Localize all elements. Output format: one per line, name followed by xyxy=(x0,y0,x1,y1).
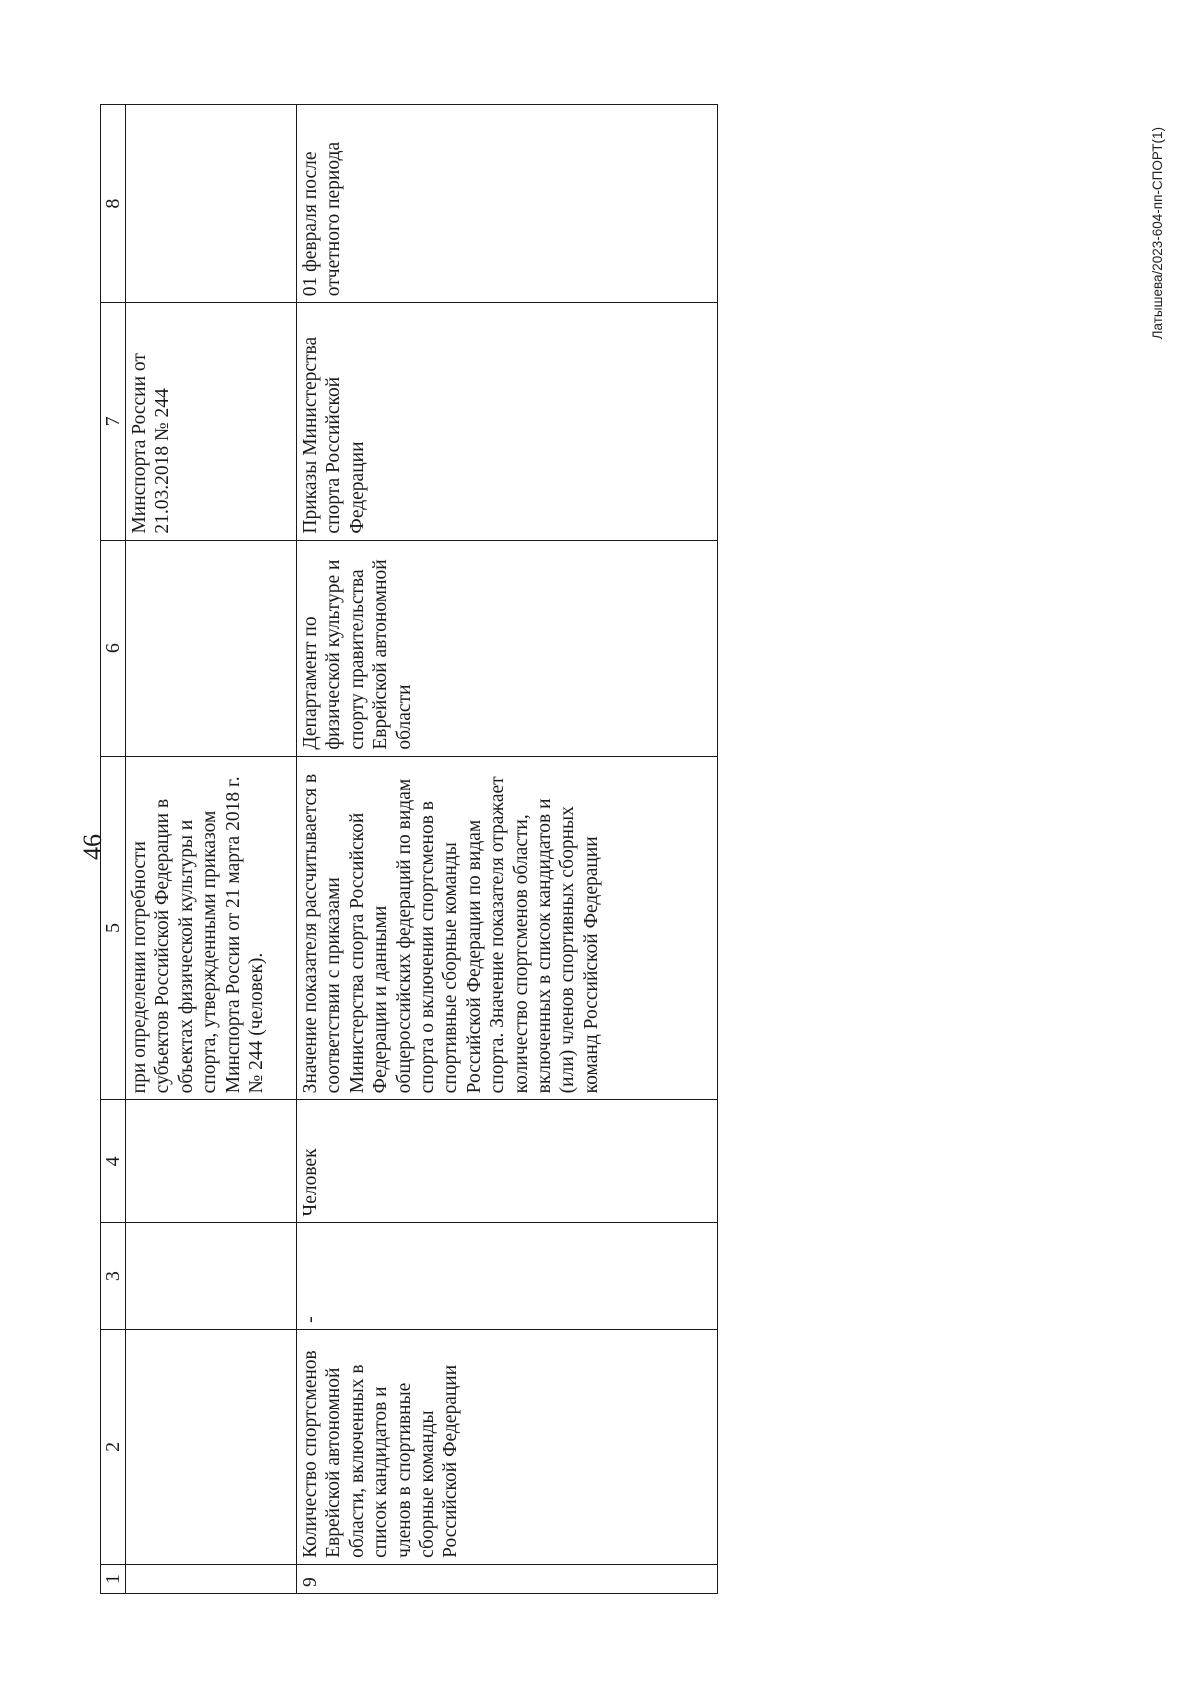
cell-source: Приказы Министерства спорта Российской Федерации xyxy=(297,303,718,540)
header-col-1: 1 xyxy=(101,1564,126,1593)
table-row-continuation xyxy=(126,105,297,1594)
cell-deadline: 01 февраля после отчетного периода xyxy=(297,105,718,303)
cell-indicator-name: Количество спортсменов Еврейской автономной области, включенных в список кандидатов и членов в спортивные сборные команды Российской Федерации xyxy=(297,1329,718,1564)
cell-responsible: Департамент по физической культуре и спорту правительства Еврейской автономной области xyxy=(297,540,718,756)
header-col-2: 2 xyxy=(101,1329,126,1564)
header-col-6: 6 xyxy=(101,540,126,756)
header-col-5: 5 xyxy=(101,756,126,1100)
table-row-9 xyxy=(297,105,718,1594)
cell-unit: Человек xyxy=(297,1100,718,1223)
indicator-table xyxy=(100,104,718,1594)
cell-basic-value: - xyxy=(297,1223,718,1329)
table-header-row xyxy=(101,105,126,1594)
cell-number: 9 xyxy=(297,1564,718,1593)
cell-deadline xyxy=(126,105,297,303)
cell-responsible xyxy=(126,540,297,756)
cell-source: Минспорта России от 21.03.2018 № 244 xyxy=(126,303,297,540)
cell-basic-value xyxy=(126,1223,297,1329)
document-id: Латышева/2023-604-пп-СПОРТ(1) xyxy=(1150,127,1165,340)
cell-method: Значение показателя рассчитывается в соответствии с приказами Министерства спорта Российской Федерации и данными общероссийских федераций по видам спорта о включении спортсменов в спортивные сборные команды Российской Федерации по видам спорта. Значение показателя отражает количество спортсменов области, включенных в список кандидатов и (или) членов спортивных сборных команд Российской Федерации xyxy=(297,756,718,1100)
cell-indicator-name xyxy=(126,1329,297,1564)
header-col-7: 7 xyxy=(101,303,126,540)
header-col-8: 8 xyxy=(101,105,126,303)
cell-number xyxy=(126,1564,297,1593)
cell-method: при определении потребности субъектов Российской Федерации в объектах физической культуры и спорта, утвержденными приказом Минспорта России от 21 марта 2018 г. № 244 (человек). xyxy=(126,756,297,1100)
cell-unit xyxy=(126,1100,297,1223)
header-col-3: 3 xyxy=(101,1223,126,1329)
page-number: 46 xyxy=(78,834,107,860)
header-col-4: 4 xyxy=(101,1100,126,1223)
